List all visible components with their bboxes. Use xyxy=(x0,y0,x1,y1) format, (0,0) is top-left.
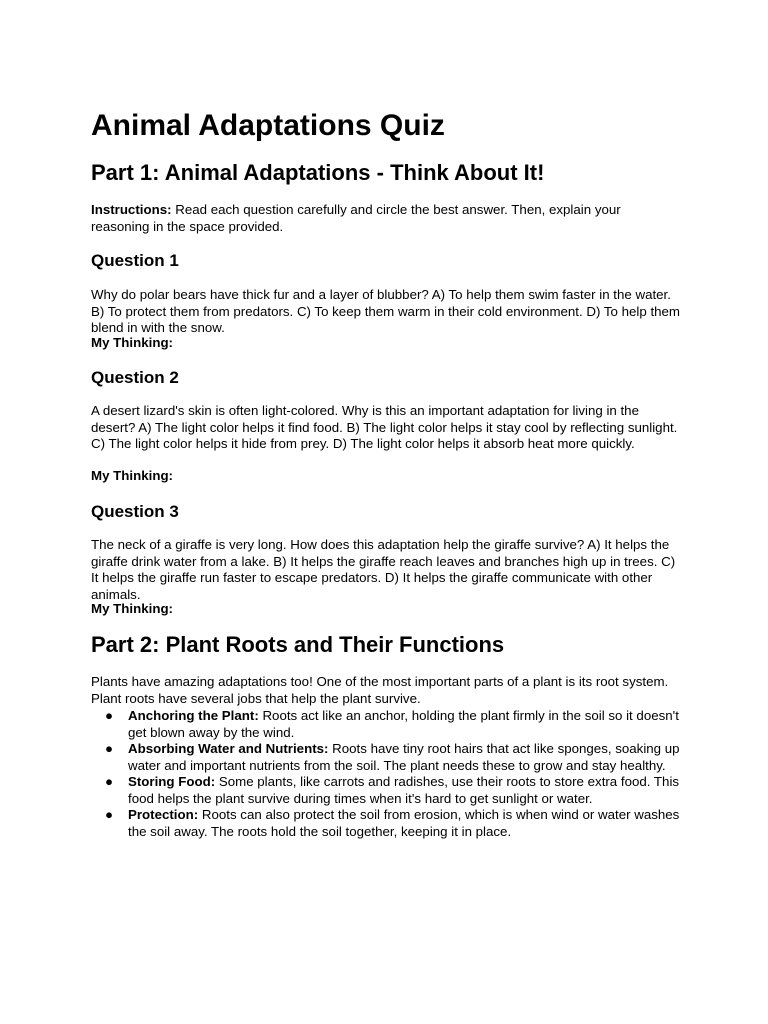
instructions-label: Instructions: xyxy=(91,202,172,217)
list-item-text: Roots can also protect the soil from erosion, which is when wind or water washes the soil away. The roots hold the soil together, keeping it in place. xyxy=(128,807,680,839)
list-item-text: Some plants, like carrots and radishes, use their roots to store extra food. This food helps the plant survive during times when it's hard to get sunlight or water. xyxy=(128,774,680,806)
question-2-heading: Question 2 xyxy=(91,368,179,387)
question-2-text: A desert lizard's skin is often light-colored. Why is this an important adaptation for living in the desert? A) The light color helps it find food. B) The light color helps it stay cool by reflecting sunlight. C) The light color helps it hide from prey. D) The light color helps it absorb heat more quickly. xyxy=(91,403,678,451)
part2-heading: Part 2: Plant Roots and Their Functions xyxy=(91,632,505,657)
page-title: Animal Adaptations Quiz xyxy=(91,109,445,142)
question-1-thinking-label: My Thinking: xyxy=(91,335,173,350)
part2-intro: Plants have amazing adaptations too! One of the most important parts of a plant is its root system. Plant roots have several jobs that help the plant survive. xyxy=(91,674,669,706)
question-3-text: The neck of a giraffe is very long. How does this adaptation help the giraffe survive? A) It helps the giraffe drink water from a lake. B) It helps the giraffe reach leaves and branches high up in trees. C) It helps the giraffe run faster to escape predators. D) It helps the giraffe communicate with other animals. xyxy=(91,537,676,602)
question-3-thinking-label: My Thinking: xyxy=(91,601,173,616)
bullet-icon: ● xyxy=(105,807,114,822)
instructions-paragraph xyxy=(91,202,681,235)
bullet-icon: ● xyxy=(105,741,114,756)
bullet-icon: ● xyxy=(105,774,114,789)
list-item-label: Storing Food: xyxy=(128,774,216,789)
list-item xyxy=(91,774,691,807)
root-functions-list xyxy=(91,708,691,840)
question-1-text: Why do polar bears have thick fur and a layer of blubber? A) To help them swim faster in the water. B) To protect them from predators. C) To keep them warm in their cold environment. D) To help them blend in with the snow. xyxy=(91,287,681,335)
list-item-label: Absorbing Water and Nutrients: xyxy=(128,741,329,756)
bullet-icon: ● xyxy=(105,708,114,723)
question-1-heading: Question 1 xyxy=(91,251,179,270)
list-item-label: Protection: xyxy=(128,807,199,822)
list-item xyxy=(91,741,691,774)
instructions-text: Read each question carefully and circle the best answer. Then, explain your reasoning in the space provided. xyxy=(91,202,621,234)
list-item-text: Roots have tiny root hairs that act like sponges, soaking up water and important nutrients from the soil. The plant needs these to grow and stay healthy. xyxy=(128,741,680,773)
question-3-heading: Question 3 xyxy=(91,502,179,521)
list-item xyxy=(91,708,691,741)
question-2-thinking-label: My Thinking: xyxy=(91,468,173,483)
list-item-text: Roots act like an anchor, holding the plant firmly in the soil so it doesn't get blown away by the wind. xyxy=(128,708,679,740)
list-item-label: Anchoring the Plant: xyxy=(128,708,259,723)
list-item xyxy=(91,807,691,840)
part1-heading: Part 1: Animal Adaptations - Think About It! xyxy=(91,160,545,185)
